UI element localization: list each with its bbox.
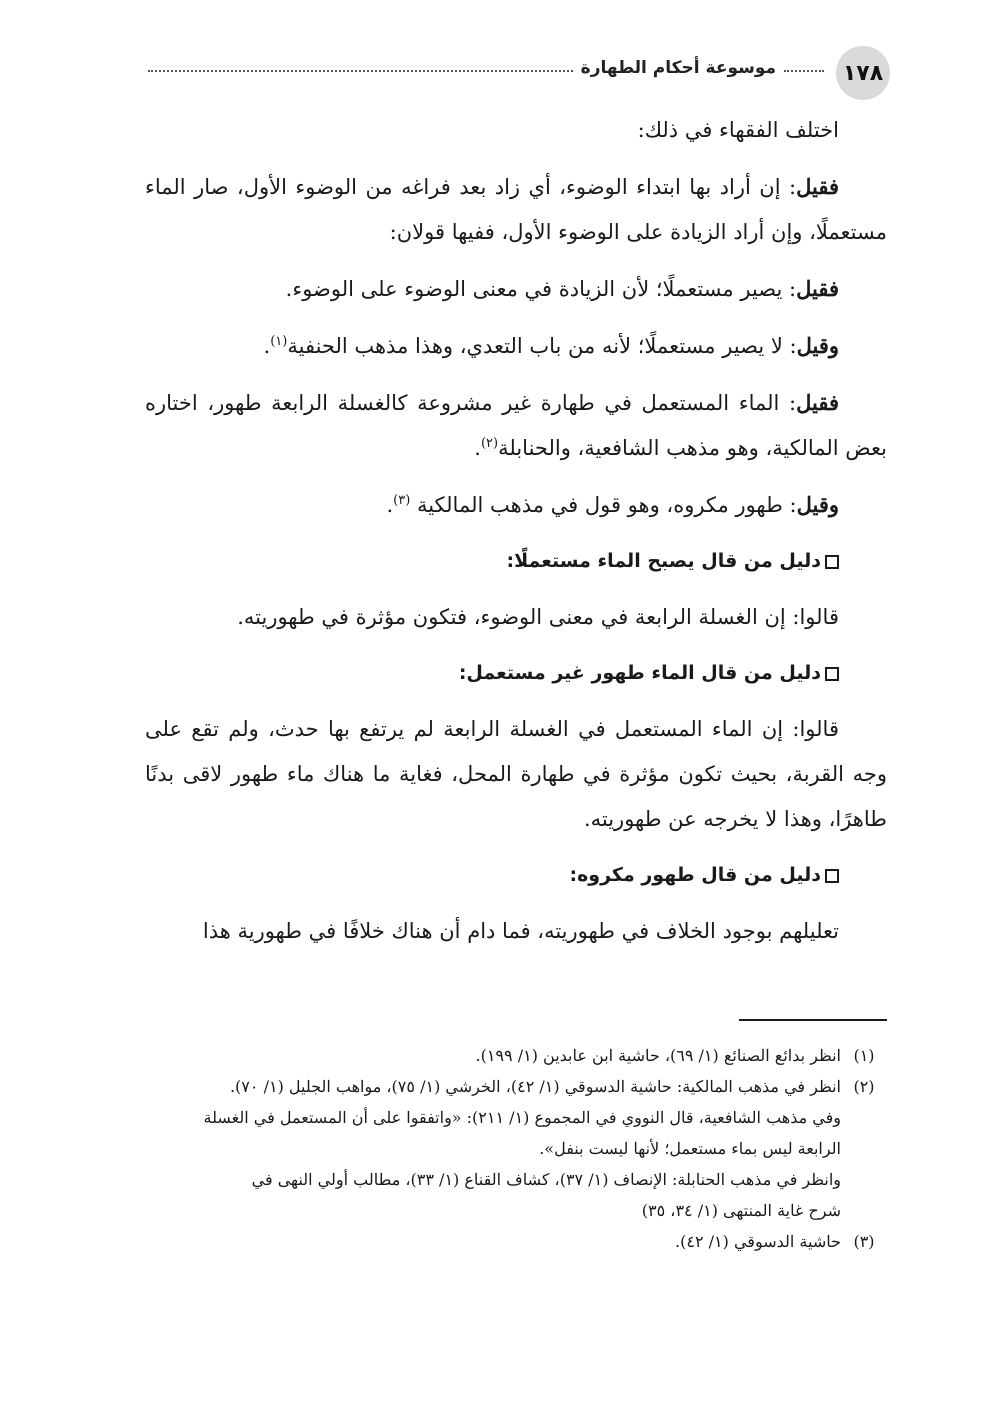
paragraph-1 [145, 164, 887, 255]
paragraph-2 [145, 266, 887, 312]
footnote-line: وانظر في مذهب الحنابلة: الإنصاف (١/ ٣٧)، كشاف القناع (١/ ٣٣)، مطالب أولي النهى في [251, 1170, 841, 1189]
section-heading-3 [145, 853, 887, 898]
paragraph-2-lead: فقيل [796, 276, 839, 301]
paragraph-1-text: : إن أراد بها ابتداء الوضوء، أي زاد بعد فراغه من الوضوء الأول، صار الماء مستعملًا، وإن أراد الزيادة على الوضوء الأول، ففيها قولان: [145, 175, 887, 244]
main-text [145, 108, 887, 965]
footnote-body [145, 1226, 841, 1257]
section-heading-3-text: دليل من قال طهور مكروه: [569, 864, 821, 886]
paragraph-4-lead: فقيل [796, 390, 839, 415]
header-dots-left [148, 70, 573, 72]
footnote-3 [145, 1226, 887, 1257]
section-heading-2-text: دليل من قال الماء طهور غير مستعمل: [458, 662, 821, 684]
footnote-2 [145, 1071, 887, 1226]
footnote-line: انظر في مذهب المالكية: حاشية الدسوقي (١/ ٤٢)، الخرشي (١/ ٧٥)، مواهب الجليل (١/ ٧٠). [229, 1077, 841, 1096]
header-dots-right [784, 70, 824, 72]
footnote-1 [145, 1040, 887, 1071]
paragraph-3-text: : لا يصير مستعملًا؛ لأنه من باب التعدي، وهذا مذهب الحنفية [287, 334, 797, 358]
paragraph-3-lead: وقيل [796, 333, 839, 358]
footnote-ref-2[interactable]: (٢) [480, 436, 499, 451]
intro-paragraph: اختلف الفقهاء في ذلك: [637, 118, 839, 142]
footnote-body [145, 1040, 841, 1071]
footnote-line: شرح غاية المنتهى (١/ ٣٤، ٣٥) [641, 1201, 841, 1220]
page-header [148, 44, 890, 104]
paragraph-3-end: . [263, 334, 271, 358]
footnote-ref-3[interactable]: (٣) [393, 493, 411, 508]
paragraph-5-lead: وقيل [796, 492, 839, 517]
paragraph-4-text: : الماء المستعمل في طهارة غير مشروعة كالغسلة الرابعة طهور، اختاره بعض المالكية، وهو مذهب الشافعية، والحنابلة [145, 391, 887, 460]
book-title: موسوعة أحكام الطهارة [580, 58, 776, 78]
checkbox-square-icon [825, 667, 839, 681]
paragraph-4-end: . [474, 436, 481, 460]
footnote-line: وفي مذهب الشافعية، قال النووي في المجموع (١/ ٢١١): «واتفقوا على أن المستعمل في الغسلة [203, 1108, 841, 1127]
footnote-line: انظر بدائع الصنائع (١/ ٦٩)، حاشية ابن عابدين (١/ ١٩٩). [475, 1046, 841, 1065]
footnote-number: (٢) [853, 1077, 875, 1096]
paragraph-2-text: : يصير مستعملًا؛ لأن الزيادة في معنى الوضوء على الوضوء. [285, 277, 797, 301]
footnote-number: (٣) [853, 1232, 875, 1251]
paragraph-8: تعليلهم بوجود الخلاف في طهوريته، فما دام أن هناك خلافًا في طهورية هذا [202, 919, 839, 943]
section-heading-1-text: دليل من قال يصبح الماء مستعملًا: [506, 550, 821, 572]
running-header [148, 58, 824, 78]
footnote-number: (١) [853, 1046, 875, 1065]
paragraph-3 [145, 323, 887, 369]
paragraph-6: قالوا: إن الغسلة الرابعة في معنى الوضوء، فتكون مؤثرة في طهوريته. [237, 605, 839, 629]
section-heading-1 [145, 539, 887, 584]
footnote-separator [739, 1019, 887, 1021]
checkbox-square-icon [825, 555, 839, 569]
footnote-line: الرابعة ليس بماء مستعمل؛ لأنها ليست بنفل». [539, 1139, 841, 1158]
page-number: ١٧٨ [836, 46, 890, 100]
footnote-line: حاشية الدسوقي (١/ ٤٢). [675, 1232, 841, 1251]
footnote-body [145, 1071, 841, 1226]
paragraph-1-lead: فقيل [796, 174, 839, 199]
footnote-ref-1[interactable]: (١) [270, 334, 288, 349]
section-heading-2 [145, 651, 887, 696]
paragraph-5 [145, 482, 887, 528]
checkbox-square-icon [825, 869, 839, 883]
paragraph-4 [145, 380, 887, 471]
paragraph-5-end: . [386, 493, 394, 517]
footnotes [145, 1040, 887, 1257]
paragraph-5-text: : طهور مكروه، وهو قول في مذهب المالكية [410, 493, 797, 517]
paragraph-7: قالوا: إن الماء المستعمل في الغسلة الرابعة لم يرتفع بها حدث، ولم تقع على وجه القربة، بحيث تكون مؤثرة في طهارة المحل، فغاية ما هناك ماء طهور لاقى بدنًا طاهرًا، وهذا لا يخرجه عن طهوريته. [145, 717, 887, 831]
